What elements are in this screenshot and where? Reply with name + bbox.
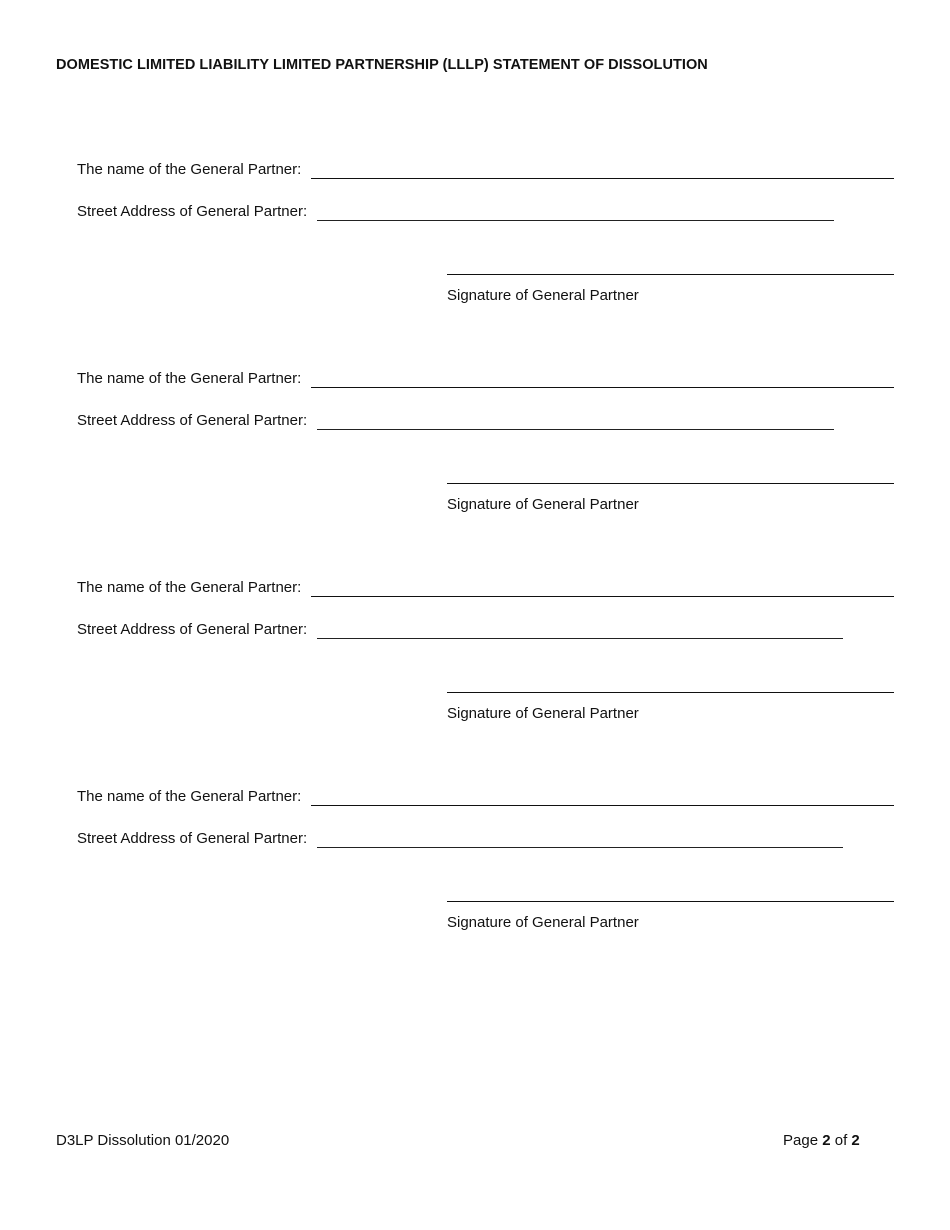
partner-name-field[interactable] bbox=[311, 596, 894, 597]
partner-address-label: Street Address of General Partner: bbox=[77, 830, 308, 847]
partner-block-1 bbox=[0, 161, 950, 341]
page-prefix: Page bbox=[783, 1132, 819, 1149]
signature-label: Signature of General Partner bbox=[447, 914, 639, 931]
partner-signature-field[interactable] bbox=[447, 901, 894, 902]
partner-block-4 bbox=[0, 788, 950, 968]
partner-name-field[interactable] bbox=[311, 178, 894, 179]
partner-name-label: The name of the General Partner: bbox=[77, 788, 302, 805]
partner-address-label: Street Address of General Partner: bbox=[77, 412, 308, 429]
partner-block-2 bbox=[0, 370, 950, 550]
page-separator: of bbox=[834, 1132, 848, 1149]
partner-signature-field[interactable] bbox=[447, 692, 894, 693]
form-identifier: D3LP Dissolution 01/2020 bbox=[56, 1132, 230, 1149]
partner-address-field[interactable] bbox=[317, 638, 843, 639]
document-title: DOMESTIC LIMITED LIABILITY LIMITED PARTNERSHIP (LLLP) STATEMENT OF DISSOLUTION bbox=[56, 57, 708, 73]
partner-name-field[interactable] bbox=[311, 805, 894, 806]
partner-name-label: The name of the General Partner: bbox=[77, 579, 302, 596]
partner-address-label: Street Address of General Partner: bbox=[77, 203, 308, 220]
partner-name-label: The name of the General Partner: bbox=[77, 370, 302, 387]
partner-address-field[interactable] bbox=[317, 847, 843, 848]
page-current: 2 bbox=[822, 1132, 831, 1149]
signature-label: Signature of General Partner bbox=[447, 496, 639, 513]
partner-signature-field[interactable] bbox=[447, 274, 894, 275]
page-total: 2 bbox=[851, 1132, 860, 1149]
partner-address-field[interactable] bbox=[317, 429, 834, 430]
partner-name-label: The name of the General Partner: bbox=[77, 161, 302, 178]
partner-block-3 bbox=[0, 579, 950, 759]
partner-address-label: Street Address of General Partner: bbox=[77, 621, 308, 638]
partner-name-field[interactable] bbox=[311, 387, 894, 388]
partner-signature-field[interactable] bbox=[447, 483, 894, 484]
partner-address-field[interactable] bbox=[317, 220, 834, 221]
page-number bbox=[783, 1132, 860, 1149]
signature-label: Signature of General Partner bbox=[447, 705, 639, 722]
signature-label: Signature of General Partner bbox=[447, 287, 639, 304]
